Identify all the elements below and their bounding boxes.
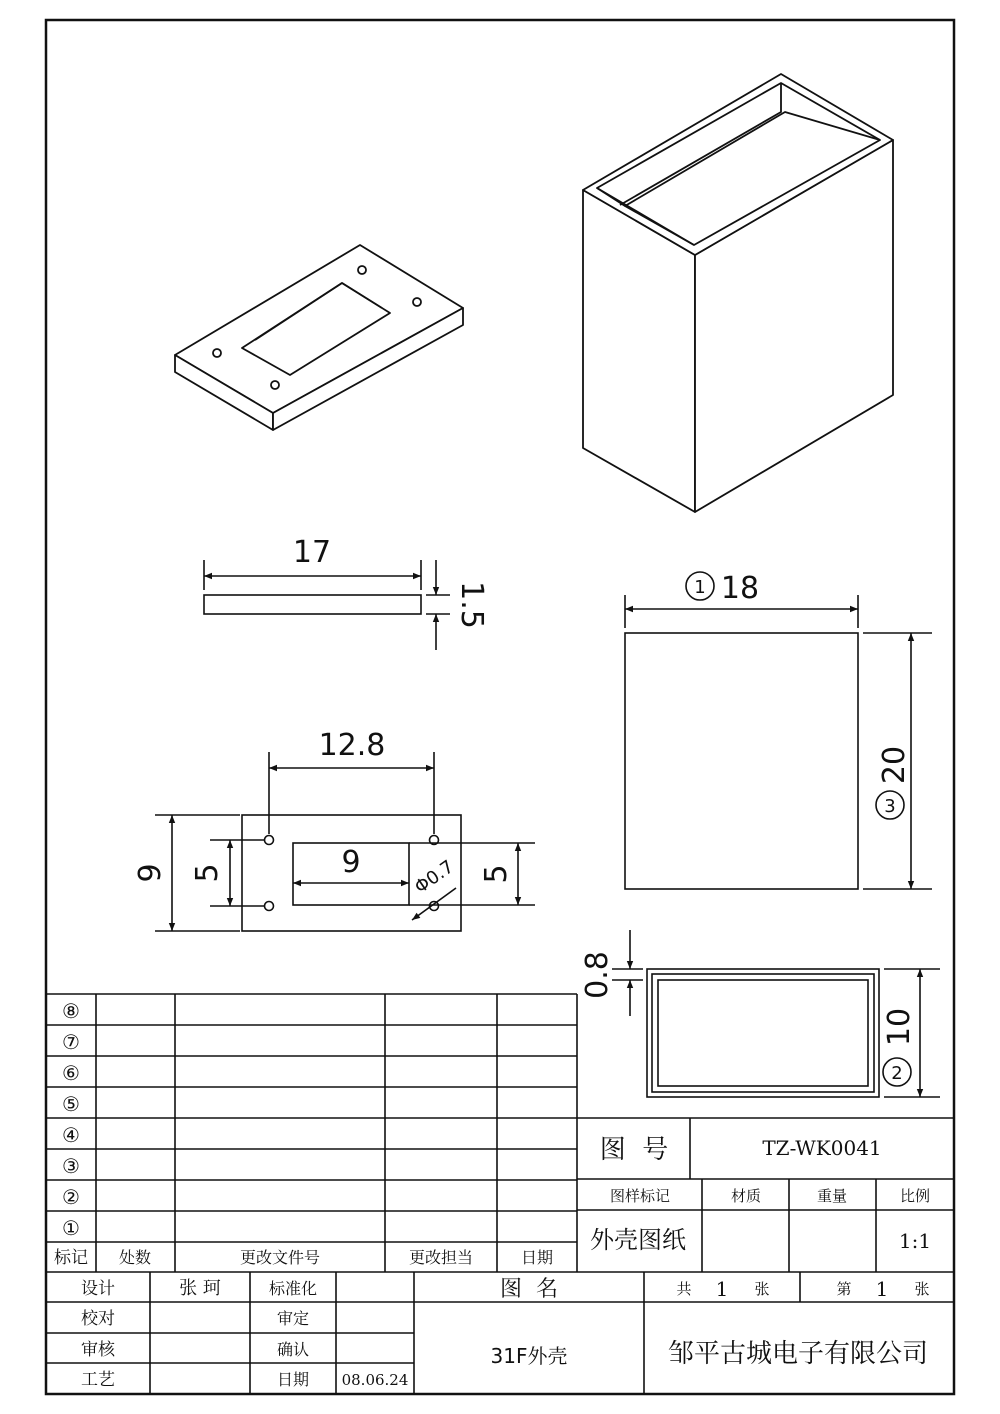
weight-label: 重量 (816, 1187, 848, 1205)
drawing-name-label: 图 名 (500, 1277, 558, 1302)
rev-row-5: ⑤ (62, 1092, 80, 1116)
rev-header-date: 日期 (520, 1248, 554, 1267)
rev-row-6: ⑥ (62, 1061, 80, 1085)
total-value: 1 (715, 1277, 729, 1301)
scale-value: 1:1 (898, 1229, 932, 1253)
dim-shell-depth: 10 (882, 1007, 917, 1047)
total-unit: 张 (754, 1280, 770, 1298)
date-label: 日期 (276, 1370, 310, 1389)
dim-shell-height: 20 (877, 745, 912, 785)
rev-row-8: ⑧ (62, 999, 80, 1023)
dim-wall-thickness: 0.8 (580, 951, 615, 999)
company-name: 邹平古城电子有限公司 (667, 1339, 929, 1369)
pattern-mark-value: 外壳图纸 (590, 1226, 686, 1254)
process-label: 工艺 (81, 1370, 115, 1390)
rev-row-1: ① (62, 1216, 80, 1240)
shell-isometric-view (583, 74, 893, 512)
dim-hole-spacing: 12.8 (318, 728, 386, 763)
revision-table-grid (46, 994, 577, 1272)
material-label: 材质 (730, 1187, 762, 1205)
dim-shell-width: 18 (720, 571, 760, 606)
dim-shell-height-tag: 3 (884, 796, 896, 817)
check-label: 校对 (81, 1309, 115, 1329)
rev-header-count: 处数 (118, 1248, 152, 1267)
drawing-number-label: 图 号 (599, 1135, 669, 1165)
rev-row-4: ④ (62, 1123, 80, 1147)
pattern-mark-label: 图样标记 (609, 1187, 671, 1205)
sheet-label: 第 (836, 1280, 852, 1298)
plate-side-view (204, 560, 450, 650)
sheet-value: 1 (875, 1277, 889, 1301)
sheet-unit: 张 (914, 1280, 930, 1298)
dim-shell-width-tag: 1 (694, 577, 706, 598)
shell-front-view (625, 572, 932, 889)
total-label: 共 (676, 1280, 692, 1298)
drawing-number: TZ-WK0041 (762, 1136, 882, 1160)
dim-plate-length: 17 (292, 535, 332, 570)
revision-row-markers (62, 999, 80, 1240)
plate-isometric-view (175, 245, 463, 430)
scale-label: 比例 (899, 1187, 931, 1205)
rev-row-3: ③ (62, 1154, 80, 1178)
dim-plate-width: 9 (133, 863, 168, 883)
dim-window-length: 9 (341, 845, 361, 880)
dim-shell-depth-tag: 2 (891, 1063, 903, 1084)
rev-row-7: ⑦ (62, 1030, 80, 1054)
dim-hole-diameter: Φ0.7 (410, 856, 458, 899)
rev-header-mark: 标记 (54, 1248, 88, 1268)
rev-header-docno: 更改文件号 (239, 1248, 321, 1267)
rev-row-2: ② (62, 1185, 80, 1209)
review-label: 审定 (276, 1309, 310, 1328)
dim-plate-thickness: 1.5 (454, 581, 489, 629)
dim-window-height: 5 (479, 864, 514, 884)
dim-hole-row-left: 5 (190, 863, 225, 883)
date-value: 08.06.24 (341, 1371, 409, 1389)
designer-name: 张 珂 (179, 1278, 221, 1299)
audit-label: 审核 (81, 1340, 115, 1360)
standard-label: 标准化 (268, 1279, 318, 1298)
rev-header-owner: 更改担当 (408, 1248, 474, 1267)
confirm-label: 确认 (276, 1340, 310, 1359)
design-label: 设计 (81, 1279, 115, 1299)
plate-top-view (155, 752, 535, 931)
drawing-name: 31F外壳 (490, 1344, 568, 1368)
revision-headers (54, 1248, 553, 1268)
